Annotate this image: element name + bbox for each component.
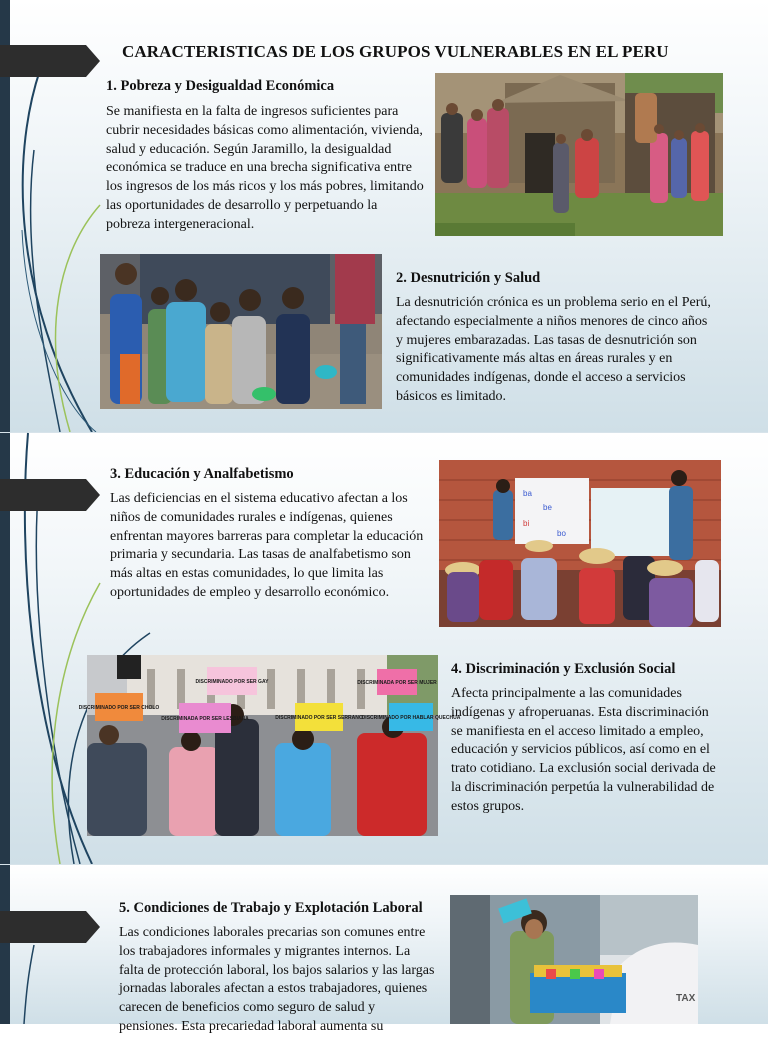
sign-text-3: DISCRIMINADA POR SER LESBIANA	[161, 716, 249, 722]
section-2-heading: 2. Desnutrición y Salud	[396, 270, 541, 286]
title-arrow-tab	[0, 45, 100, 77]
photo-children-malnutrition	[100, 254, 382, 409]
section-4-heading: 4. Discriminación y Exclusión Social	[451, 661, 676, 677]
board-word-4: bo	[557, 529, 566, 538]
section-arrow-tab	[0, 479, 100, 511]
sign-text-4: DISCRIMINADO POR SER SERRANO	[275, 715, 363, 721]
slide-education-discrimination	[0, 433, 768, 864]
section-1-heading: 1. Pobreza y Desigualdad Económica	[106, 78, 335, 94]
photo-classroom-education	[439, 460, 721, 627]
sign-text-2: DISCRIMINADO POR SER GAY	[195, 679, 269, 685]
section-arrow-tab	[0, 911, 100, 943]
slide-labor-exploitation	[0, 865, 768, 1034]
board-word-2: be	[543, 503, 552, 512]
board-word-1: ba	[523, 489, 532, 498]
section-3-text: Las deficiencias en el sistema educativo afectan a los niños de comunidades rurales e indígenas, quienes enfrentan mayores barreras para completar la educación primaria y secundaria. Las tasas de analfabetismo son más altas en estas comunidades, lo que limita las oportunidades de empleo y desarrollo económico.	[110, 491, 424, 600]
sign-text-1: DISCRIMINADO POR SER CHOLO	[78, 705, 160, 711]
section-2-text: La desnutrición crónica es un problema serio en el Perú, afectando especialmente a niños menores de cinco años y mujeres embarazadas. Las tasas de desnutrición son significativamente más altas en áreas rurales y en comunidades indígenas, donde el acceso a servicios básicos es limitado.	[396, 295, 711, 404]
sign-text-6: DISCRIMINADO POR HABLAR QUECHUA	[361, 715, 461, 721]
photo-rural-poverty	[435, 73, 723, 236]
photo-discrimination-protest	[78, 655, 461, 836]
sign-text-5: DISCRIMINADA POR SER MUJER	[357, 680, 437, 686]
section-4-text: Afecta principalmente a las comunidades indígenas y afroperuanas. Esta discriminación se manifiesta en el acceso limitado a empleo, educación y servicios públicos, así como en el trato cotidiano. La exclusión social derivada de la discriminación perpetúa la vulnerabilidad de estos grupos.	[451, 686, 716, 814]
section-5-heading: 5. Condiciones de Trabajo y Explotación Laboral	[119, 900, 423, 916]
section-1-text: Se manifiesta en la falta de ingresos suficientes para cubrir necesidades básicas como alimentación, vivienda, salud y educación. Según Jaramillo, la desigualdad económica se traduce en una brecha significativa entre los ingresos de los más ricos y los más pobres, limitando las oportunidades de desarrollo y perpetuando la pobreza intergeneracional.	[106, 104, 424, 232]
section-5-text: Las condiciones laborales precarias son comunes entre los trabajadores informales y migrantes internos. La falta de protección laboral, los bajos salarios y las largas jornadas laborales afectan a estos trabajadores, quienes carecen de beneficios como seguro de salud y pensiones. Esta precariedad laboral aumenta su	[119, 925, 435, 1034]
section-3-heading: 3. Educación y Analfabetismo	[110, 466, 294, 482]
photo-child-labor	[450, 895, 698, 1024]
decorative-curves	[0, 865, 60, 1024]
slide-poverty-malnutrition	[0, 0, 768, 432]
page-title: CARACTERISTICAS DE LOS GRUPOS VULNERABLES EN EL PERU	[122, 42, 669, 61]
car-taxi-text: TAX	[676, 993, 696, 1004]
board-word-3: bi	[523, 519, 530, 528]
